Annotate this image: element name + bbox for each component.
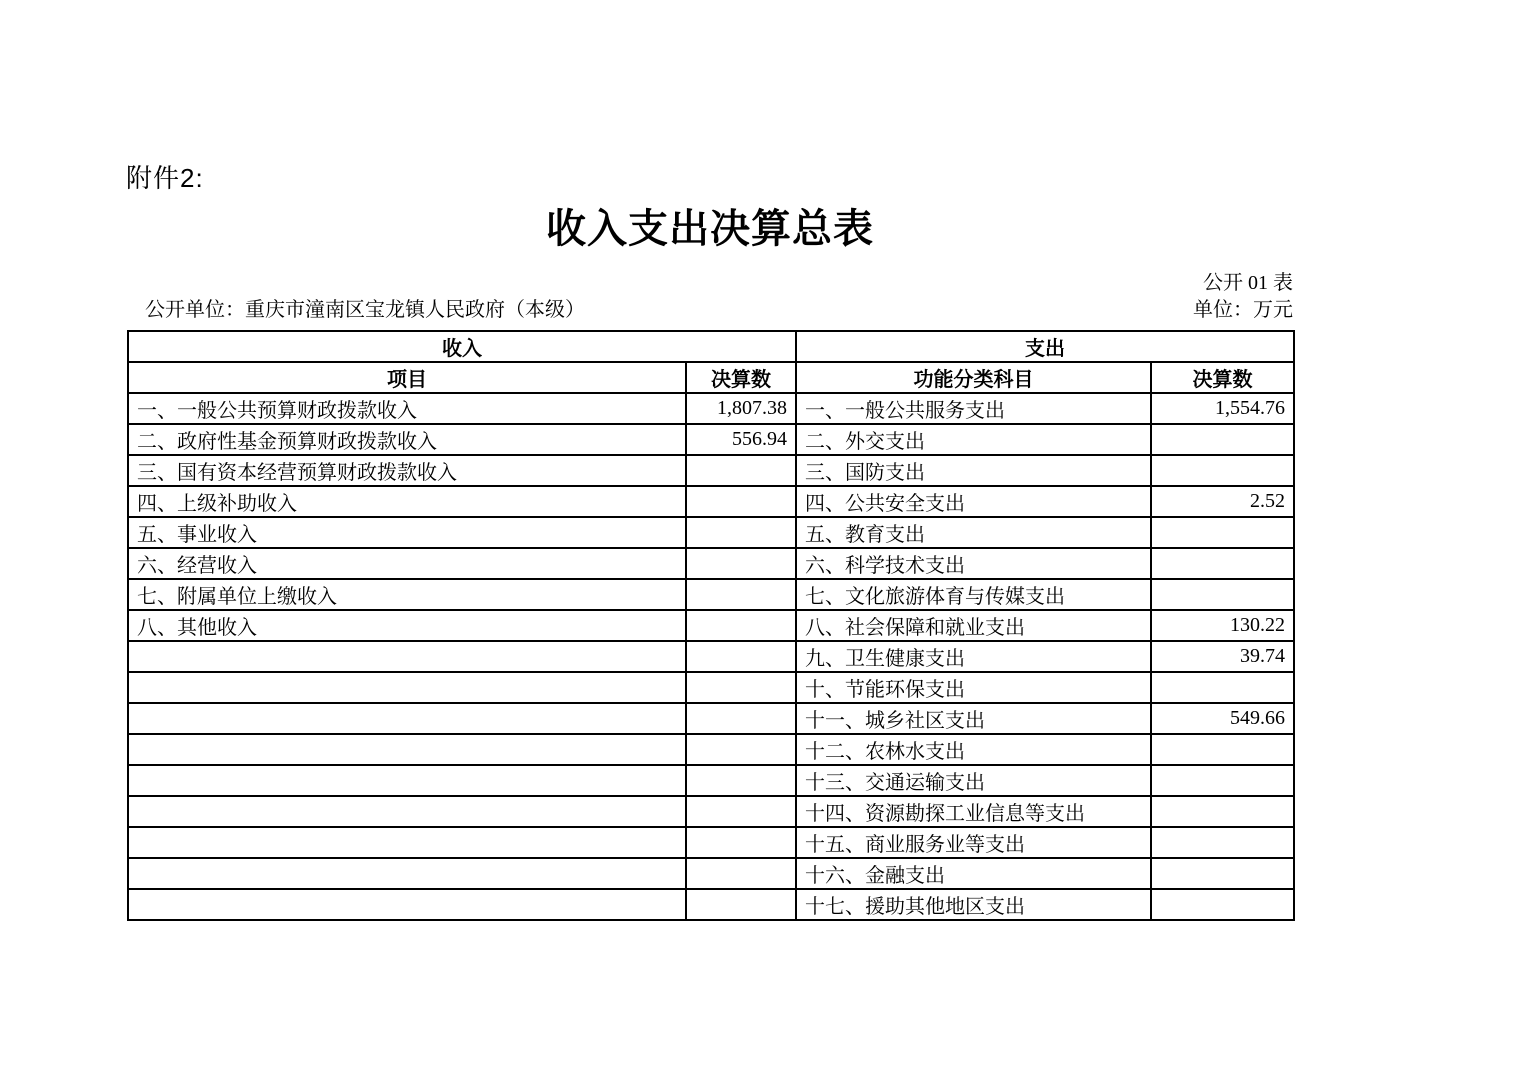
table-row [128,796,1294,827]
table-body [128,393,1294,920]
income-item-cell [128,858,686,889]
expense-item-cell: 二、外交支出 [796,424,1151,455]
income-section-header: 收入 [128,331,796,362]
table-row [128,393,1294,424]
column-header-row [128,362,1294,393]
expense-amount-cell: 2.52 [1151,486,1294,517]
income-amount-cell [686,889,796,920]
income-item-cell: 三、国有资本经营预算财政拨款收入 [128,455,686,486]
table-row [128,486,1294,517]
expense-amount-cell: 549.66 [1151,703,1294,734]
table-row [128,579,1294,610]
expense-amount-cell [1151,517,1294,548]
table-row [128,548,1294,579]
expense-amount-cell [1151,765,1294,796]
expense-item-cell: 三、国防支出 [796,455,1151,486]
expense-amount-cell [1151,734,1294,765]
expense-amount-cell [1151,424,1294,455]
table-row [128,734,1294,765]
income-item-cell: 七、附属单位上缴收入 [128,579,686,610]
income-amount-cell [686,703,796,734]
expense-item-cell: 十七、援助其他地区支出 [796,889,1151,920]
expense-item-cell: 四、公共安全支出 [796,486,1151,517]
attachment-label: 附件2: [126,163,204,193]
expense-amount-cell [1151,858,1294,889]
income-item-cell [128,734,686,765]
expense-amount-cell [1151,455,1294,486]
income-item-cell: 一、一般公共预算财政拨款收入 [128,393,686,424]
expense-item-cell: 十、节能环保支出 [796,672,1151,703]
income-item-cell: 四、上级补助收入 [128,486,686,517]
expense-amount-cell [1151,796,1294,827]
expense-amount-cell: 130.22 [1151,610,1294,641]
expense-amount-cell [1151,579,1294,610]
table-number-label: 公开 01 表 [1203,272,1293,294]
expense-amount-cell: 39.74 [1151,641,1294,672]
expense-item-header: 功能分类科目 [796,362,1151,393]
expense-item-cell: 六、科学技术支出 [796,548,1151,579]
income-item-cell: 二、政府性基金预算财政拨款收入 [128,424,686,455]
income-item-cell [128,672,686,703]
expense-amount-cell: 1,554.76 [1151,393,1294,424]
income-amount-cell [686,517,796,548]
income-item-cell [128,641,686,672]
table-row [128,858,1294,889]
table-row [128,455,1294,486]
public-unit-label: 公开单位：重庆市潼南区宝龙镇人民政府（本级） [145,299,585,321]
expense-item-cell: 十五、商业服务业等支出 [796,827,1151,858]
income-amount-cell: 1,807.38 [686,393,796,424]
income-amount-cell [686,548,796,579]
expense-item-cell: 十六、金融支出 [796,858,1151,889]
table-row [128,827,1294,858]
income-amount-cell [686,641,796,672]
meta-row [127,297,1293,323]
expense-item-cell: 十四、资源勘探工业信息等支出 [796,796,1151,827]
income-item-cell [128,796,686,827]
expense-item-cell: 十二、农林水支出 [796,734,1151,765]
income-amount-cell [686,796,796,827]
table-row [128,703,1294,734]
income-item-cell: 六、经营收入 [128,548,686,579]
expense-amount-cell [1151,889,1294,920]
income-amount-cell [686,858,796,889]
expense-item-cell: 十三、交通运输支出 [796,765,1151,796]
table-row [128,672,1294,703]
expense-amount-cell [1151,548,1294,579]
table-row [128,610,1294,641]
expense-section-header: 支出 [796,331,1294,362]
table-row [128,765,1294,796]
page-title: 收入支出决算总表 [546,206,874,251]
income-item-cell [128,827,686,858]
income-item-cell [128,889,686,920]
table-row [128,424,1294,455]
expense-item-cell: 十一、城乡社区支出 [796,703,1151,734]
table-row [128,889,1294,920]
expense-item-cell: 五、教育支出 [796,517,1151,548]
final-accounts-table [127,330,1295,921]
expense-item-cell: 八、社会保障和就业支出 [796,610,1151,641]
expense-item-cell: 一、一般公共服务支出 [796,393,1151,424]
income-amount-cell [686,455,796,486]
income-amount-header: 决算数 [686,362,796,393]
income-item-cell [128,703,686,734]
expense-amount-cell [1151,672,1294,703]
expense-amount-cell [1151,827,1294,858]
expense-amount-header: 决算数 [1151,362,1294,393]
table-row [128,641,1294,672]
income-item-cell: 五、事业收入 [128,517,686,548]
income-amount-cell [686,486,796,517]
section-header-row [128,331,1294,362]
income-amount-cell: 556.94 [686,424,796,455]
expense-item-cell: 七、文化旅游体育与传媒支出 [796,579,1151,610]
income-amount-cell [686,827,796,858]
income-item-header: 项目 [128,362,686,393]
unit-label: 单位：万元 [1193,299,1293,321]
table-row [128,517,1294,548]
expense-item-cell: 九、卫生健康支出 [796,641,1151,672]
income-amount-cell [686,610,796,641]
income-item-cell: 八、其他收入 [128,610,686,641]
income-amount-cell [686,765,796,796]
income-item-cell [128,765,686,796]
income-amount-cell [686,579,796,610]
income-amount-cell [686,672,796,703]
income-amount-cell [686,734,796,765]
